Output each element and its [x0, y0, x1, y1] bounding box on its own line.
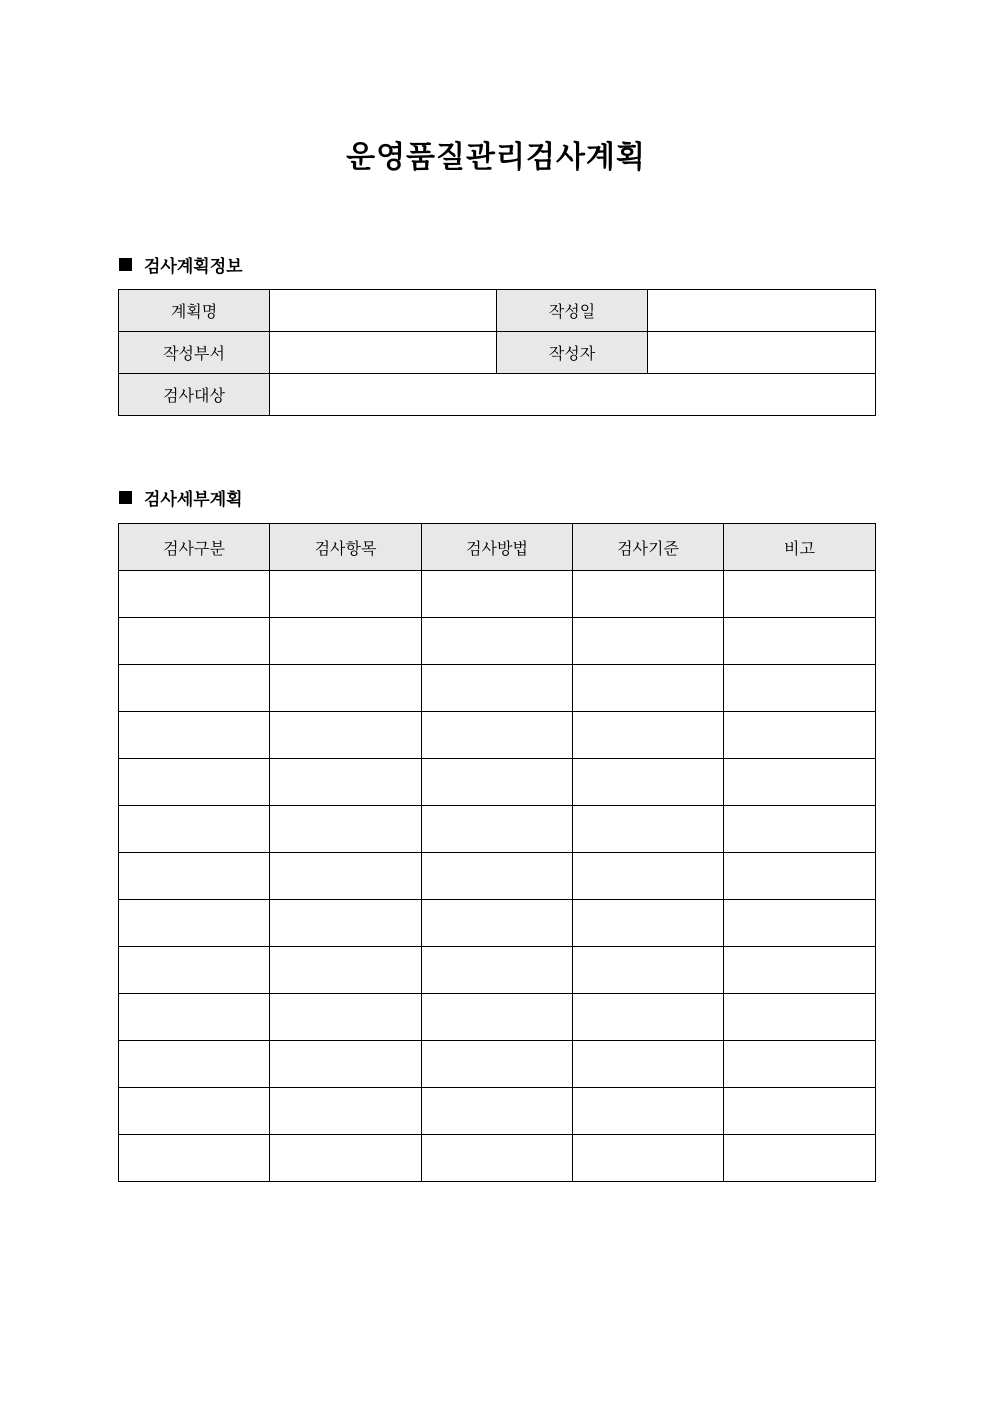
section-heading-detail-plan [119, 486, 243, 508]
table-row [119, 759, 876, 806]
remarks-cell[interactable] [724, 665, 876, 712]
table-row [119, 853, 876, 900]
target-field[interactable] [270, 374, 876, 416]
category-cell[interactable] [119, 712, 270, 759]
plan-name-field[interactable] [270, 290, 497, 332]
table-row [119, 1135, 876, 1182]
created-date-label: 작성일 [497, 290, 648, 332]
remarks-cell[interactable] [724, 712, 876, 759]
category-cell[interactable] [119, 665, 270, 712]
method-cell[interactable] [422, 994, 573, 1041]
method-cell[interactable] [422, 1088, 573, 1135]
table-row [119, 712, 876, 759]
category-cell[interactable] [119, 900, 270, 947]
item-cell[interactable] [270, 853, 422, 900]
column-header-criteria: 검사기준 [573, 524, 724, 571]
section-heading-label: 검사세부계획 [144, 489, 243, 510]
remarks-cell[interactable] [724, 618, 876, 665]
column-header-method: 검사방법 [422, 524, 573, 571]
item-cell[interactable] [270, 947, 422, 994]
method-cell[interactable] [422, 853, 573, 900]
category-cell[interactable] [119, 571, 270, 618]
criteria-cell[interactable] [573, 1041, 724, 1088]
category-cell[interactable] [119, 1041, 270, 1088]
method-cell[interactable] [422, 806, 573, 853]
column-header-remarks: 비고 [724, 524, 876, 571]
table-row [119, 571, 876, 618]
category-cell[interactable] [119, 994, 270, 1041]
author-label: 작성자 [497, 332, 648, 374]
category-cell[interactable] [119, 1088, 270, 1135]
target-label: 검사대상 [119, 374, 270, 416]
criteria-cell[interactable] [573, 712, 724, 759]
plan-name-label: 계획명 [119, 290, 270, 332]
remarks-cell[interactable] [724, 1135, 876, 1182]
document-title: 운영품질관리검사계획 [346, 140, 646, 175]
remarks-cell[interactable] [724, 806, 876, 853]
criteria-cell[interactable] [573, 853, 724, 900]
criteria-cell[interactable] [573, 665, 724, 712]
method-cell[interactable] [422, 1135, 573, 1182]
plan-info-table [118, 289, 876, 416]
category-cell[interactable] [119, 1135, 270, 1182]
category-cell[interactable] [119, 947, 270, 994]
method-cell[interactable] [422, 900, 573, 947]
remarks-cell[interactable] [724, 759, 876, 806]
category-cell[interactable] [119, 759, 270, 806]
square-bullet-icon [119, 491, 132, 504]
section-heading-plan-info [119, 253, 243, 275]
criteria-cell[interactable] [573, 1088, 724, 1135]
item-cell[interactable] [270, 759, 422, 806]
criteria-cell[interactable] [573, 947, 724, 994]
criteria-cell[interactable] [573, 571, 724, 618]
column-header-category: 검사구분 [119, 524, 270, 571]
table-row [119, 947, 876, 994]
remarks-cell[interactable] [724, 900, 876, 947]
remarks-cell[interactable] [724, 947, 876, 994]
item-cell[interactable] [270, 900, 422, 947]
method-cell[interactable] [422, 665, 573, 712]
table-row [119, 806, 876, 853]
method-cell[interactable] [422, 759, 573, 806]
table-row [119, 1041, 876, 1088]
criteria-cell[interactable] [573, 806, 724, 853]
item-cell[interactable] [270, 1135, 422, 1182]
criteria-cell[interactable] [573, 759, 724, 806]
item-cell[interactable] [270, 1041, 422, 1088]
item-cell[interactable] [270, 1088, 422, 1135]
department-field[interactable] [270, 332, 497, 374]
category-cell[interactable] [119, 853, 270, 900]
remarks-cell[interactable] [724, 571, 876, 618]
table-header-row [119, 524, 876, 571]
item-cell[interactable] [270, 712, 422, 759]
item-cell[interactable] [270, 571, 422, 618]
created-date-field[interactable] [648, 290, 876, 332]
remarks-cell[interactable] [724, 853, 876, 900]
column-header-item: 검사항목 [270, 524, 422, 571]
item-cell[interactable] [270, 618, 422, 665]
criteria-cell[interactable] [573, 1135, 724, 1182]
detail-plan-table [118, 523, 876, 1182]
criteria-cell[interactable] [573, 618, 724, 665]
method-cell[interactable] [422, 571, 573, 618]
table-row [119, 374, 876, 416]
table-row [119, 665, 876, 712]
remarks-cell[interactable] [724, 1088, 876, 1135]
remarks-cell[interactable] [724, 994, 876, 1041]
table-row [119, 994, 876, 1041]
method-cell[interactable] [422, 1041, 573, 1088]
category-cell[interactable] [119, 618, 270, 665]
method-cell[interactable] [422, 618, 573, 665]
criteria-cell[interactable] [573, 994, 724, 1041]
item-cell[interactable] [270, 665, 422, 712]
criteria-cell[interactable] [573, 900, 724, 947]
item-cell[interactable] [270, 994, 422, 1041]
section-heading-label: 검사계획정보 [144, 256, 243, 277]
method-cell[interactable] [422, 947, 573, 994]
department-label: 작성부서 [119, 332, 270, 374]
method-cell[interactable] [422, 712, 573, 759]
table-row [119, 1088, 876, 1135]
category-cell[interactable] [119, 806, 270, 853]
table-row [119, 290, 876, 332]
table-row [119, 332, 876, 374]
remarks-cell[interactable] [724, 1041, 876, 1088]
table-row [119, 618, 876, 665]
square-bullet-icon [119, 258, 132, 271]
detail-table-body [119, 571, 876, 1182]
table-row [119, 900, 876, 947]
author-field[interactable] [648, 332, 876, 374]
item-cell[interactable] [270, 806, 422, 853]
